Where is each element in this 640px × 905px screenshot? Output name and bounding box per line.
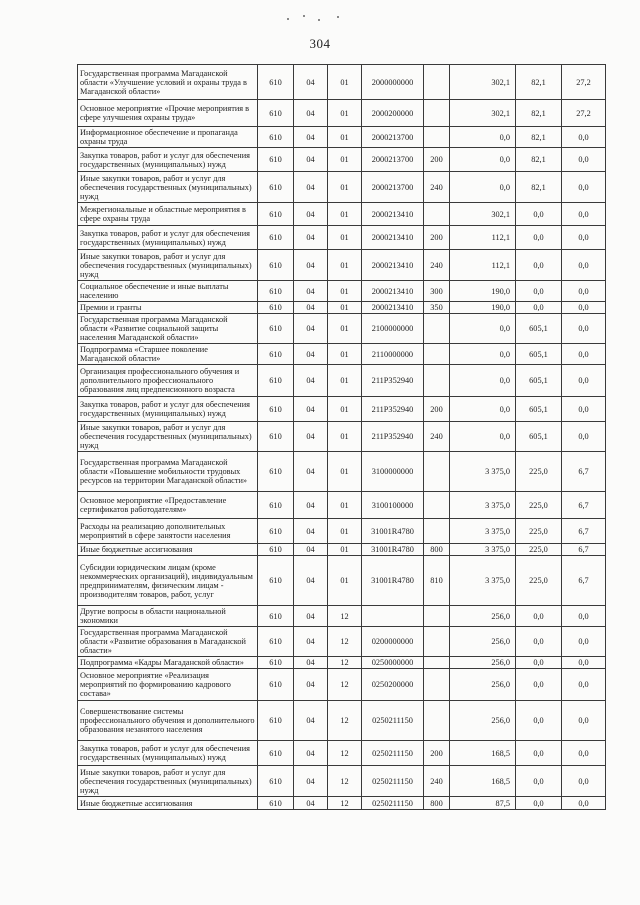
cell-amount-2: 82,1 bbox=[516, 172, 562, 203]
cell-ministry-code: 610 bbox=[258, 741, 294, 766]
table-row bbox=[78, 766, 606, 797]
cell-ministry-code: 610 bbox=[258, 172, 294, 203]
cell-amount-1: 0,0 bbox=[450, 148, 516, 172]
cell-target-article: 2110000000 bbox=[362, 344, 424, 365]
cell-amount-1: 0,0 bbox=[450, 365, 516, 397]
cell-expense-type: 200 bbox=[424, 226, 450, 250]
table-row bbox=[78, 314, 606, 344]
cell-name: Основное мероприятие «Предоставление сертификатов работодателям» bbox=[78, 492, 258, 519]
cell-ministry-code: 610 bbox=[258, 226, 294, 250]
cell-amount-3: 0,0 bbox=[562, 226, 606, 250]
cell-name: Иные закупки товаров, работ и услуг для обеспечения государственных (муниципальных) нужд bbox=[78, 250, 258, 281]
cell-amount-3: 0,0 bbox=[562, 148, 606, 172]
cell-section-code: 04 bbox=[294, 422, 328, 452]
cell-section-code: 04 bbox=[294, 606, 328, 627]
cell-section-code: 04 bbox=[294, 203, 328, 226]
cell-target-article: 0250200000 bbox=[362, 669, 424, 701]
cell-name: Организация профессионального обучения и дополнительного профессионального образования лиц предпенсионного возраста bbox=[78, 365, 258, 397]
cell-target-article: 2000213410 bbox=[362, 281, 424, 302]
cell-subsection-code: 01 bbox=[328, 148, 362, 172]
cell-target-article: 211P352940 bbox=[362, 422, 424, 452]
table-row bbox=[78, 203, 606, 226]
cell-amount-1: 168,5 bbox=[450, 741, 516, 766]
cell-subsection-code: 01 bbox=[328, 556, 362, 606]
cell-section-code: 04 bbox=[294, 669, 328, 701]
cell-amount-3: 0,0 bbox=[562, 627, 606, 657]
cell-ministry-code: 610 bbox=[258, 302, 294, 314]
cell-ministry-code: 610 bbox=[258, 344, 294, 365]
cell-amount-1: 3 375,0 bbox=[450, 452, 516, 492]
cell-expense-type: 350 bbox=[424, 302, 450, 314]
cell-expense-type bbox=[424, 701, 450, 741]
cell-amount-2: 225,0 bbox=[516, 556, 562, 606]
cell-amount-2: 0,0 bbox=[516, 606, 562, 627]
cell-target-article: 0250211150 bbox=[362, 741, 424, 766]
cell-expense-type: 240 bbox=[424, 422, 450, 452]
cell-amount-2: 0,0 bbox=[516, 766, 562, 797]
cell-expense-type bbox=[424, 365, 450, 397]
cell-amount-2: 605,1 bbox=[516, 344, 562, 365]
cell-name: Закупка товаров, работ и услуг для обеспечения государственных (муниципальных) нужд bbox=[78, 148, 258, 172]
cell-target-article: 3100100000 bbox=[362, 492, 424, 519]
cell-amount-1: 256,0 bbox=[450, 669, 516, 701]
cell-amount-1: 256,0 bbox=[450, 701, 516, 741]
cell-ministry-code: 610 bbox=[258, 492, 294, 519]
cell-expense-type bbox=[424, 519, 450, 544]
cell-expense-type bbox=[424, 492, 450, 519]
cell-ministry-code: 610 bbox=[258, 797, 294, 810]
cell-amount-3: 0,0 bbox=[562, 669, 606, 701]
cell-ministry-code: 610 bbox=[258, 452, 294, 492]
cell-expense-type bbox=[424, 100, 450, 127]
cell-name: Социальное обеспечение и иные выплаты населению bbox=[78, 281, 258, 302]
cell-amount-3: 0,0 bbox=[562, 344, 606, 365]
table-row bbox=[78, 281, 606, 302]
table-row bbox=[78, 741, 606, 766]
cell-amount-2: 0,0 bbox=[516, 226, 562, 250]
cell-expense-type bbox=[424, 127, 450, 148]
cell-amount-1: 112,1 bbox=[450, 226, 516, 250]
cell-ministry-code: 610 bbox=[258, 422, 294, 452]
cell-subsection-code: 01 bbox=[328, 127, 362, 148]
cell-section-code: 04 bbox=[294, 281, 328, 302]
cell-expense-type bbox=[424, 606, 450, 627]
cell-amount-2: 0,0 bbox=[516, 203, 562, 226]
cell-ministry-code: 610 bbox=[258, 544, 294, 556]
cell-section-code: 04 bbox=[294, 226, 328, 250]
cell-target-article: 211P352940 bbox=[362, 365, 424, 397]
page-number: 304 bbox=[309, 36, 331, 51]
cell-section-code: 04 bbox=[294, 627, 328, 657]
cell-section-code: 04 bbox=[294, 544, 328, 556]
cell-section-code: 04 bbox=[294, 766, 328, 797]
cell-name: Государственная программа Магаданской области «Повышение мобильности трудовых ресурсов на территории Магаданской области» bbox=[78, 452, 258, 492]
cell-amount-2: 0,0 bbox=[516, 701, 562, 741]
cell-amount-3: 6,7 bbox=[562, 519, 606, 544]
cell-ministry-code: 610 bbox=[258, 397, 294, 422]
cell-name: Иные бюджетные ассигнования bbox=[78, 544, 258, 556]
table-row bbox=[78, 365, 606, 397]
cell-ministry-code: 610 bbox=[258, 281, 294, 302]
cell-subsection-code: 12 bbox=[328, 627, 362, 657]
cell-ministry-code: 610 bbox=[258, 519, 294, 544]
cell-subsection-code: 01 bbox=[328, 344, 362, 365]
cell-section-code: 04 bbox=[294, 397, 328, 422]
table-row bbox=[78, 172, 606, 203]
cell-amount-1: 0,0 bbox=[450, 127, 516, 148]
cell-amount-1: 302,1 bbox=[450, 65, 516, 100]
cell-amount-3: 6,7 bbox=[562, 452, 606, 492]
budget-table-body bbox=[78, 65, 606, 810]
cell-expense-type: 200 bbox=[424, 148, 450, 172]
cell-section-code: 04 bbox=[294, 314, 328, 344]
cell-expense-type: 240 bbox=[424, 172, 450, 203]
cell-amount-2: 82,1 bbox=[516, 65, 562, 100]
cell-amount-2: 0,0 bbox=[516, 302, 562, 314]
cell-amount-1: 168,5 bbox=[450, 766, 516, 797]
cell-amount-3: 0,0 bbox=[562, 422, 606, 452]
cell-ministry-code: 610 bbox=[258, 100, 294, 127]
cell-amount-1: 0,0 bbox=[450, 172, 516, 203]
table-row bbox=[78, 250, 606, 281]
cell-amount-2: 82,1 bbox=[516, 127, 562, 148]
cell-ministry-code: 610 bbox=[258, 627, 294, 657]
cell-subsection-code: 12 bbox=[328, 606, 362, 627]
cell-name: Закупка товаров, работ и услуг для обеспечения государственных (муниципальных) нужд bbox=[78, 741, 258, 766]
cell-subsection-code: 12 bbox=[328, 669, 362, 701]
cell-section-code: 04 bbox=[294, 65, 328, 100]
cell-subsection-code: 12 bbox=[328, 741, 362, 766]
cell-amount-1: 3 375,0 bbox=[450, 544, 516, 556]
cell-section-code: 04 bbox=[294, 701, 328, 741]
cell-target-article: 2000000000 bbox=[362, 65, 424, 100]
cell-subsection-code: 01 bbox=[328, 100, 362, 127]
cell-amount-3: 6,7 bbox=[562, 544, 606, 556]
cell-amount-2: 605,1 bbox=[516, 422, 562, 452]
table-row bbox=[78, 627, 606, 657]
cell-name: Подпрограмма «Старшее поколение Магаданской области» bbox=[78, 344, 258, 365]
cell-expense-type bbox=[424, 669, 450, 701]
cell-amount-2: 605,1 bbox=[516, 314, 562, 344]
cell-amount-2: 0,0 bbox=[516, 797, 562, 810]
cell-subsection-code: 01 bbox=[328, 397, 362, 422]
cell-amount-2: 605,1 bbox=[516, 397, 562, 422]
cell-subsection-code: 01 bbox=[328, 492, 362, 519]
cell-amount-2: 82,1 bbox=[516, 148, 562, 172]
table-row bbox=[78, 65, 606, 100]
cell-subsection-code: 01 bbox=[328, 365, 362, 397]
cell-section-code: 04 bbox=[294, 452, 328, 492]
cell-section-code: 04 bbox=[294, 741, 328, 766]
cell-subsection-code: 01 bbox=[328, 172, 362, 203]
cell-name: Основное мероприятие «Реализация мероприятий по формированию кадрового состава» bbox=[78, 669, 258, 701]
cell-section-code: 04 bbox=[294, 344, 328, 365]
table-row bbox=[78, 669, 606, 701]
cell-amount-1: 112,1 bbox=[450, 250, 516, 281]
cell-name: Другие вопросы в области национальной экономики bbox=[78, 606, 258, 627]
table-row bbox=[78, 657, 606, 669]
cell-amount-1: 0,0 bbox=[450, 314, 516, 344]
table-row bbox=[78, 397, 606, 422]
cell-target-article: 2100000000 bbox=[362, 314, 424, 344]
cell-name: Межрегиональные и областные мероприятия в сфере охраны труда bbox=[78, 203, 258, 226]
cell-amount-2: 0,0 bbox=[516, 657, 562, 669]
cell-expense-type bbox=[424, 65, 450, 100]
cell-expense-type: 300 bbox=[424, 281, 450, 302]
cell-amount-1: 256,0 bbox=[450, 606, 516, 627]
cell-amount-3: 0,0 bbox=[562, 766, 606, 797]
cell-name: Иные закупки товаров, работ и услуг для обеспечения государственных (муниципальных) нужд bbox=[78, 172, 258, 203]
cell-amount-3: 0,0 bbox=[562, 657, 606, 669]
cell-name: Иные бюджетные ассигнования bbox=[78, 797, 258, 810]
cell-name: Государственная программа Магаданской области «Развитие образования в Магаданской области» bbox=[78, 627, 258, 657]
cell-subsection-code: 01 bbox=[328, 544, 362, 556]
cell-name: Премии и гранты bbox=[78, 302, 258, 314]
table-row bbox=[78, 556, 606, 606]
table-row bbox=[78, 701, 606, 741]
cell-ministry-code: 610 bbox=[258, 250, 294, 281]
cell-amount-1: 302,1 bbox=[450, 203, 516, 226]
cell-target-article: 2000213410 bbox=[362, 302, 424, 314]
cell-section-code: 04 bbox=[294, 519, 328, 544]
cell-amount-3: 0,0 bbox=[562, 127, 606, 148]
cell-section-code: 04 bbox=[294, 148, 328, 172]
cell-ministry-code: 610 bbox=[258, 148, 294, 172]
cell-name: Закупка товаров, работ и услуг для обеспечения государственных (муниципальных) нужд bbox=[78, 397, 258, 422]
table-row bbox=[78, 452, 606, 492]
cell-expense-type bbox=[424, 657, 450, 669]
cell-subsection-code: 01 bbox=[328, 226, 362, 250]
cell-ministry-code: 610 bbox=[258, 766, 294, 797]
cell-subsection-code: 12 bbox=[328, 657, 362, 669]
cell-section-code: 04 bbox=[294, 172, 328, 203]
cell-expense-type bbox=[424, 452, 450, 492]
cell-expense-type: 240 bbox=[424, 766, 450, 797]
cell-amount-1: 3 375,0 bbox=[450, 519, 516, 544]
cell-target-article: 2000213700 bbox=[362, 127, 424, 148]
cell-target-article bbox=[362, 606, 424, 627]
cell-amount-2: 225,0 bbox=[516, 452, 562, 492]
cell-amount-2: 225,0 bbox=[516, 492, 562, 519]
table-row bbox=[78, 492, 606, 519]
table-row bbox=[78, 226, 606, 250]
cell-subsection-code: 01 bbox=[328, 203, 362, 226]
cell-section-code: 04 bbox=[294, 250, 328, 281]
cell-subsection-code: 01 bbox=[328, 452, 362, 492]
cell-amount-3: 0,0 bbox=[562, 701, 606, 741]
cell-target-article: 2000213410 bbox=[362, 226, 424, 250]
cell-amount-3: 6,7 bbox=[562, 556, 606, 606]
cell-amount-2: 82,1 bbox=[516, 100, 562, 127]
cell-target-article: 31001R4780 bbox=[362, 556, 424, 606]
cell-amount-3: 0,0 bbox=[562, 172, 606, 203]
cell-target-article: 2000213410 bbox=[362, 203, 424, 226]
cell-amount-2: 605,1 bbox=[516, 365, 562, 397]
cell-amount-3: 0,0 bbox=[562, 250, 606, 281]
table-row bbox=[78, 127, 606, 148]
table-row bbox=[78, 519, 606, 544]
budget-table-container bbox=[77, 64, 605, 810]
cell-name: Государственная программа Магаданской области «Улучшение условий и охраны труда в Магаданской области» bbox=[78, 65, 258, 100]
cell-target-article: 31001R4780 bbox=[362, 519, 424, 544]
cell-name: Совершенствование системы профессионального обучения и дополнительного образования незанятого населения bbox=[78, 701, 258, 741]
cell-name: Иные закупки товаров, работ и услуг для обеспечения государственных (муниципальных) нужд bbox=[78, 766, 258, 797]
cell-amount-3: 0,0 bbox=[562, 203, 606, 226]
cell-amount-1: 0,0 bbox=[450, 422, 516, 452]
cell-section-code: 04 bbox=[294, 100, 328, 127]
cell-ministry-code: 610 bbox=[258, 556, 294, 606]
budget-table bbox=[77, 64, 606, 810]
cell-ministry-code: 610 bbox=[258, 127, 294, 148]
cell-section-code: 04 bbox=[294, 797, 328, 810]
cell-amount-1: 0,0 bbox=[450, 397, 516, 422]
cell-section-code: 04 bbox=[294, 365, 328, 397]
cell-subsection-code: 01 bbox=[328, 281, 362, 302]
cell-subsection-code: 12 bbox=[328, 701, 362, 741]
table-row bbox=[78, 606, 606, 627]
cell-subsection-code: 01 bbox=[328, 302, 362, 314]
cell-name: Государственная программа Магаданской области «Развитие социальной защиты населения Магаданской области» bbox=[78, 314, 258, 344]
cell-target-article: 31001R4780 bbox=[362, 544, 424, 556]
cell-expense-type: 200 bbox=[424, 741, 450, 766]
cell-amount-1: 302,1 bbox=[450, 100, 516, 127]
cell-target-article: 0250211150 bbox=[362, 701, 424, 741]
cell-section-code: 04 bbox=[294, 556, 328, 606]
cell-ministry-code: 610 bbox=[258, 606, 294, 627]
cell-amount-2: 0,0 bbox=[516, 281, 562, 302]
table-row bbox=[78, 302, 606, 314]
cell-amount-3: 0,0 bbox=[562, 314, 606, 344]
cell-target-article: 0250211150 bbox=[362, 797, 424, 810]
cell-amount-3: 0,0 bbox=[562, 302, 606, 314]
cell-amount-3: 0,0 bbox=[562, 797, 606, 810]
cell-section-code: 04 bbox=[294, 492, 328, 519]
scan-specks bbox=[285, 14, 345, 22]
table-row bbox=[78, 344, 606, 365]
cell-section-code: 04 bbox=[294, 127, 328, 148]
cell-amount-2: 225,0 bbox=[516, 519, 562, 544]
cell-ministry-code: 610 bbox=[258, 203, 294, 226]
cell-amount-1: 190,0 bbox=[450, 302, 516, 314]
cell-amount-1: 87,5 bbox=[450, 797, 516, 810]
cell-subsection-code: 01 bbox=[328, 250, 362, 281]
cell-subsection-code: 12 bbox=[328, 797, 362, 810]
cell-ministry-code: 610 bbox=[258, 669, 294, 701]
cell-expense-type bbox=[424, 203, 450, 226]
cell-amount-3: 27,2 bbox=[562, 100, 606, 127]
cell-ministry-code: 610 bbox=[258, 65, 294, 100]
cell-name: Информационное обеспечение и пропаганда охраны труда bbox=[78, 127, 258, 148]
cell-amount-3: 0,0 bbox=[562, 606, 606, 627]
cell-target-article: 3100000000 bbox=[362, 452, 424, 492]
cell-target-article: 2000213410 bbox=[362, 250, 424, 281]
cell-amount-2: 0,0 bbox=[516, 741, 562, 766]
cell-amount-2: 0,0 bbox=[516, 250, 562, 281]
cell-expense-type bbox=[424, 314, 450, 344]
cell-name: Расходы на реализацию дополнительных мероприятий в сфере занятости населения bbox=[78, 519, 258, 544]
cell-ministry-code: 610 bbox=[258, 657, 294, 669]
cell-expense-type: 800 bbox=[424, 797, 450, 810]
cell-section-code: 04 bbox=[294, 302, 328, 314]
cell-target-article: 2000200000 bbox=[362, 100, 424, 127]
cell-name: Подпрограмма «Кадры Магаданской области» bbox=[78, 657, 258, 669]
cell-expense-type: 200 bbox=[424, 397, 450, 422]
cell-subsection-code: 01 bbox=[328, 65, 362, 100]
table-row bbox=[78, 148, 606, 172]
table-row bbox=[78, 100, 606, 127]
cell-amount-3: 6,7 bbox=[562, 492, 606, 519]
cell-ministry-code: 610 bbox=[258, 314, 294, 344]
cell-target-article: 2000213700 bbox=[362, 148, 424, 172]
cell-amount-2: 225,0 bbox=[516, 544, 562, 556]
cell-name: Закупка товаров, работ и услуг для обеспечения государственных (муниципальных) нужд bbox=[78, 226, 258, 250]
cell-expense-type bbox=[424, 627, 450, 657]
cell-amount-3: 0,0 bbox=[562, 741, 606, 766]
cell-amount-1: 256,0 bbox=[450, 627, 516, 657]
cell-amount-3: 0,0 bbox=[562, 281, 606, 302]
cell-amount-1: 3 375,0 bbox=[450, 556, 516, 606]
cell-expense-type: 240 bbox=[424, 250, 450, 281]
cell-amount-3: 27,2 bbox=[562, 65, 606, 100]
cell-ministry-code: 610 bbox=[258, 365, 294, 397]
cell-amount-2: 0,0 bbox=[516, 669, 562, 701]
cell-name: Иные закупки товаров, работ и услуг для обеспечения государственных (муниципальных) нужд bbox=[78, 422, 258, 452]
cell-subsection-code: 12 bbox=[328, 766, 362, 797]
cell-target-article: 0200000000 bbox=[362, 627, 424, 657]
cell-expense-type: 800 bbox=[424, 544, 450, 556]
cell-target-article: 0250211150 bbox=[362, 766, 424, 797]
cell-expense-type: 810 bbox=[424, 556, 450, 606]
cell-amount-1: 256,0 bbox=[450, 657, 516, 669]
cell-target-article: 0250000000 bbox=[362, 657, 424, 669]
cell-subsection-code: 01 bbox=[328, 422, 362, 452]
cell-amount-2: 0,0 bbox=[516, 627, 562, 657]
table-row bbox=[78, 797, 606, 810]
table-row bbox=[78, 544, 606, 556]
table-row bbox=[78, 422, 606, 452]
cell-amount-1: 3 375,0 bbox=[450, 492, 516, 519]
cell-section-code: 04 bbox=[294, 657, 328, 669]
cell-name: Основное мероприятие «Прочие мероприятия в сфере улучшения охраны труда» bbox=[78, 100, 258, 127]
cell-target-article: 2000213700 bbox=[362, 172, 424, 203]
cell-subsection-code: 01 bbox=[328, 314, 362, 344]
cell-ministry-code: 610 bbox=[258, 701, 294, 741]
cell-name: Субсидии юридическим лицам (кроме некоммерческих организаций), индивидуальным предпринимателям, физическим лицам - производителям товаров, работ, услуг bbox=[78, 556, 258, 606]
cell-amount-1: 0,0 bbox=[450, 344, 516, 365]
cell-amount-3: 0,0 bbox=[562, 397, 606, 422]
cell-amount-3: 0,0 bbox=[562, 365, 606, 397]
cell-subsection-code: 01 bbox=[328, 519, 362, 544]
cell-expense-type bbox=[424, 344, 450, 365]
cell-amount-1: 190,0 bbox=[450, 281, 516, 302]
cell-target-article: 211P352940 bbox=[362, 397, 424, 422]
